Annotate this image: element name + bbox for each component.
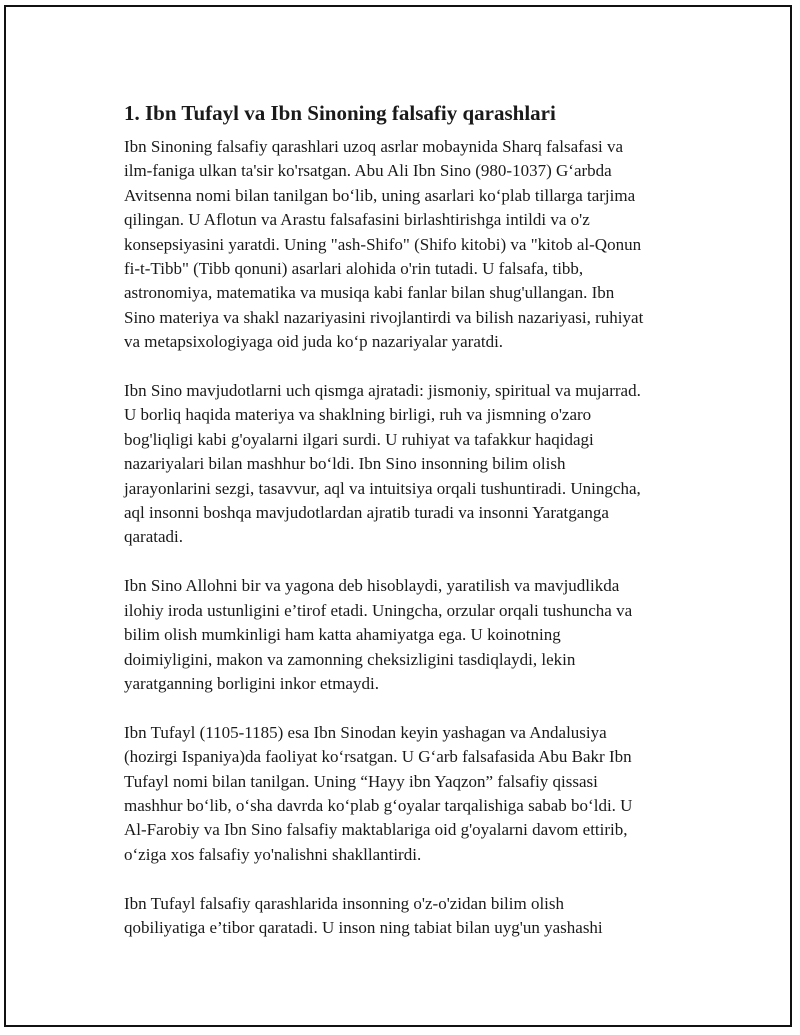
text-line: bog'liqligi kabi g'oyalarni ilgari surdi. U ruhiyat va tafakkur haqidagi [124,429,594,449]
paragraph-1 [124,135,694,355]
text-line: Ibn Sino mavjudotlarni uch qismga ajratadi: jismoniy, spiritual va mujarrad. [124,381,641,401]
paragraph-2 [124,379,694,550]
paragraph-3 [124,574,694,696]
text-line: bilim olish mumkinligi ham katta ahamiyatga ega. U koinotning [124,625,561,645]
paragraph-5 [124,892,694,941]
text-line: U borliq haqida materiya va shaklning birligi, ruh va jismning o'zaro [124,405,592,425]
text-line: o‘ziga xos falsafiy yo'nalishni shakllantirdi. [124,844,422,864]
text-line: qilingan. U Aflotun va Arastu falsafasini birlashtirishga intildi va o'z [124,210,590,230]
paragraph-4 [124,721,694,867]
text-line: (hozirgi Ispaniya)da faoliyat ko‘rsatgan. U G‘arb falsafasida Abu Bakr Ibn [124,747,632,767]
text-line: qobiliyatiga e’tibor qaratadi. U inson ning tabiat bilan uyg'un yashashi [124,917,603,937]
text-line: Avitsenna nomi bilan tanilgan bo‘lib, uning asarlari ko‘plab tillarga tarjima [124,185,636,205]
text-line: nazariyalari bilan mashhur bo‘ldi. Ibn Sino insonning bilim olish [124,454,566,474]
text-line: Ibn Tufayl falsafiy qarashlarida insonning o'z-o'zidan bilim olish [124,893,565,913]
text-line: aql insonni boshqa mavjudotlardan ajratib turadi va insonni Yaratganga [124,503,609,523]
text-line: fi-t-Tibb" (Tibb qonuni) asarlari alohida o'rin tutadi. U falsafa, tibb, [124,259,584,279]
text-line: doimiyligini, makon va zamonning cheksizligini tasdiqlaydi, lekin [124,649,576,669]
text-line: Ibn Sinoning falsafiy qarashlari uzoq asrlar mobaynida Sharq falsafasi va [124,137,623,156]
text-line: yaratganning borligini inkor etmaydi. [124,673,379,693]
text-line: Sino materiya va shakl nazariyasini rivojlantirdi va bilish nazariyasi, ruhiyat [124,307,644,327]
text-line: jarayonlarini sezgi, tasavvur, aql va intuitsiya orqali tushuntiradi. Uningcha, [124,478,641,498]
text-line: Al-Farobiy va Ibn Sino falsafiy maktablariga oid g'oyalarni davom ettirib, [124,820,628,840]
text-line: ilohiy iroda ustunligini e’tirof etadi. Uningcha, orzular orqali tushuncha va [124,600,633,620]
text-line: mashhur bo‘lib, o‘sha davrda ko‘plab g‘oyalar tarqalishiga sabab bo‘ldi. U [124,795,633,815]
text-line: qaratadi. [124,527,183,547]
document-body [124,99,694,965]
section-heading: 1. Ibn Tufayl va Ibn Sinoning falsafiy qarashlari [124,101,556,125]
text-line: va metapsixologiyaga oid juda ko‘p nazariyalar yaratdi. [124,332,504,352]
text-line: ilm-faniga ulkan ta'sir ko'rsatgan. Abu Ali Ibn Sino (980-1037) G‘arbda [124,161,612,181]
text-line: Ibn Sino Allohni bir va yagona deb hisoblaydi, yaratilish va mavjudlikda [124,576,620,596]
page-frame [4,5,792,1027]
text-line: Tufayl nomi bilan tanilgan. Uning “Hayy ibn Yaqzon” falsafiy qissasi [124,771,598,791]
text-line: Ibn Tufayl (1105-1185) esa Ibn Sinodan keyin yashagan va Andalusiya [124,722,607,742]
text-line: konsepsiyasini yaratdi. Uning "ash-Shifo" (Shifo kitobi) va "kitob al-Qonun [124,234,642,254]
text-line: astronomiya, matematika va musiqa kabi fanlar bilan shug'ullangan. Ibn [124,283,615,303]
